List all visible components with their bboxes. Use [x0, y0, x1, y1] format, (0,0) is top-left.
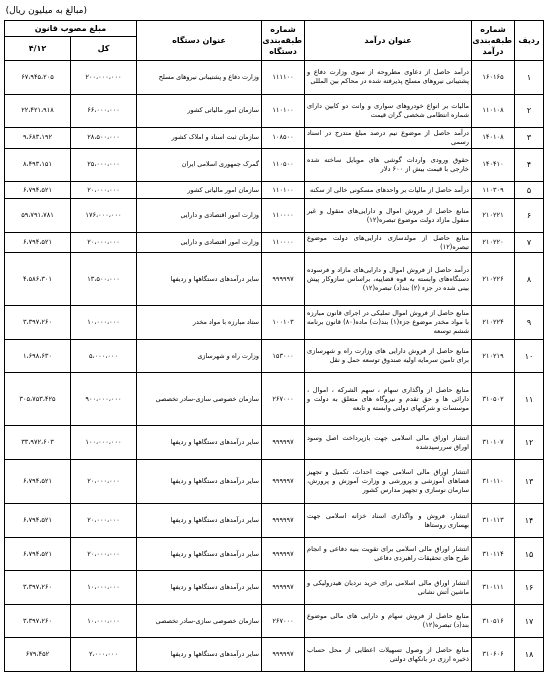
four-twelfths-amount: ۳۰۵،۷۵۳،۴۲۵ [5, 373, 71, 426]
total-amount: ۲۵،۰۰۰،۰۰۰ [71, 148, 137, 182]
row-number: ۱۱ [515, 373, 544, 426]
total-amount: ۱۳،۵۰۰،۰۰۰ [71, 253, 137, 306]
four-twelfths-amount: ۸،۴۹۳،۱۵۱ [5, 148, 71, 182]
revenue-table [4, 20, 544, 672]
row-number: ۷ [515, 232, 544, 253]
table-row [5, 182, 544, 199]
row-number: ۲ [515, 94, 544, 128]
header-approved-amount: مبلغ مصوب قانون [5, 21, 137, 37]
device-title: سایر درآمدهای دستگاهها و ردیفها [137, 571, 262, 605]
revenue-code: ۲۱۰۲۲۱ [472, 199, 515, 233]
device-title: سایر درآمدهای دستگاهها و ردیفها [137, 426, 262, 460]
device-title: سایر درآمدهای دستگاهها و ردیفها [137, 638, 262, 672]
total-amount: ۱۰،۰۰۰،۰۰۰ [71, 571, 137, 605]
total-amount: ۲۰،۰۰۰،۰۰۰ [71, 182, 137, 199]
device-code: ۹۹۹۹۹۷ [262, 504, 305, 538]
revenue-title: انتشار، فروش و واگذاری اسناد خزانه اسلامی جهت بهسازی روستاها [305, 504, 472, 538]
four-twelfths-amount: ۴،۵۸۶،۳۰۱ [5, 253, 71, 306]
device-title: سازمان خصوصی سازی-سادر تخصصی [137, 604, 262, 638]
device-title: ستاد مبارزه با مواد مخدر [137, 306, 262, 340]
table-row [5, 128, 544, 149]
device-code: ۱۱۰۰۰۰ [262, 199, 305, 233]
row-number: ۱۶ [515, 571, 544, 605]
row-number: ۵ [515, 182, 544, 199]
revenue-code: ۱۱۰۱۰۸ [472, 94, 515, 128]
device-code: ۹۹۹۹۹۷ [262, 638, 305, 672]
row-number: ۱۴ [515, 504, 544, 538]
device-title: وزارت راه و شهرسازی [137, 339, 262, 373]
four-twelfths-amount: ۳۳،۹۷۲،۶۰۳ [5, 426, 71, 460]
revenue-code: ۱۱۰۳۰۹ [472, 182, 515, 199]
four-twelfths-amount: ۶،۷۹۴،۵۲۱ [5, 504, 71, 538]
device-title: سازمان ثبت اسناد و املاک کشور [137, 128, 262, 149]
row-number: ۱۵ [515, 537, 544, 571]
revenue-code: ۲۱۰۲۱۹ [472, 339, 515, 373]
total-amount: ۱۰،۰۰۰،۰۰۰ [71, 604, 137, 638]
revenue-title: درآمد حاصل از مالیات بر واحدهای مسکونی خالی از سکنه [305, 182, 472, 199]
four-twelfths-amount: ۶،۷۹۴،۵۲۱ [5, 232, 71, 253]
four-twelfths-amount: ۲۲،۴۲۱،۹۱۸ [5, 94, 71, 128]
four-twelfths-amount: ۳،۳۹۷،۲۶۰ [5, 306, 71, 340]
unit-note: (مبالغ به میلیون ریال) [5, 6, 87, 16]
total-amount: ۲۰،۰۰۰،۰۰۰ [71, 232, 137, 253]
total-amount: ۲۸،۵۰۰،۰۰۰ [71, 128, 137, 149]
device-code: ۹۹۹۹۹۷ [262, 426, 305, 460]
table-row [5, 306, 544, 340]
device-code: ۹۹۹۹۹۷ [262, 253, 305, 306]
device-code: ۱۰۸۵۰۰ [262, 128, 305, 149]
table-row [5, 604, 544, 638]
row-number: ۶ [515, 199, 544, 233]
device-title: سایر درآمدهای دستگاهها و ردیفها [137, 253, 262, 306]
revenue-code: ۲۱۰۲۲۴ [472, 306, 515, 340]
table-row [5, 373, 544, 426]
revenue-code: ۱۶۰۱۶۵ [472, 61, 515, 95]
total-amount: ۲۰۰،۰۰۰،۰۰۰ [71, 61, 137, 95]
device-code: ۱۱۰۱۰۰ [262, 94, 305, 128]
revenue-title: منابع حاصل از فروش اموال و دارایی‌های منقول و غیر منقول مازاد دولت موضوع تبصره(۱۲) [305, 199, 472, 233]
device-code: ۹۹۹۹۹۷ [262, 459, 305, 503]
row-number: ۱۸ [515, 638, 544, 672]
four-twelfths-amount: ۵۹،۷۹۱،۷۸۱ [5, 199, 71, 233]
device-code: ۱۱۱۱۰۰ [262, 61, 305, 95]
revenue-title: انتشار اوراق مالی اسلامی جهت بازپرداخت اصل وسود اوراق سررسیدشده [305, 426, 472, 460]
table-row [5, 253, 544, 306]
row-number: ۴ [515, 148, 544, 182]
device-title: سایر درآمدهای دستگاهها و ردیفها [137, 537, 262, 571]
four-twelfths-amount: ۶،۷۹۴،۵۲۱ [5, 182, 71, 199]
header-revenue-title: عنوان درآمد [305, 21, 472, 61]
device-title: سازمان خصوصی سازی-سادر تخصصی [137, 373, 262, 426]
total-amount: ۱۰،۰۰۰،۰۰۰ [71, 306, 137, 340]
row-number: ۹ [515, 306, 544, 340]
total-amount: ۵،۰۰۰،۰۰۰ [71, 339, 137, 373]
device-title: وزارت امور اقتصادی و دارایی [137, 199, 262, 233]
revenue-code: ۱۴۰۴۱۰ [472, 148, 515, 182]
revenue-code: ۳۱۰۶۰۶ [472, 638, 515, 672]
row-number: ۱۳ [515, 459, 544, 503]
revenue-title: انتشار اوراق مالی اسلامی برای تقویت بنیه دفاعی و انجام طرح های تحقیقات راهبردی دفاعی [305, 537, 472, 571]
table-row [5, 426, 544, 460]
four-twelfths-amount: ۱،۶۹۸،۶۳۰ [5, 339, 71, 373]
table-row [5, 232, 544, 253]
total-amount: ۱۰۰،۰۰۰،۰۰۰ [71, 426, 137, 460]
header-device-title: عنوان دستگاه [137, 21, 262, 61]
four-twelfths-amount: ۶،۷۹۴،۵۲۱ [5, 459, 71, 503]
device-title: سازمان امور مالیاتی کشور [137, 182, 262, 199]
revenue-title: مالیات بر انواع خودروهای سواری و وانت دو کابین دارای شماره انتظامی شخصی گران قیمت [305, 94, 472, 128]
table-row [5, 61, 544, 95]
header-total: کل [71, 37, 137, 61]
device-code: ۱۱۰۵۰۰ [262, 148, 305, 182]
revenue-code: ۳۱۰۵۱۶ [472, 604, 515, 638]
table-row [5, 459, 544, 503]
revenue-title: انتشار اوراق مالی اسلامی برای خرید نردبان هیدرولیکی و ماشین آتش نشانی [305, 571, 472, 605]
revenue-code: ۳۱۰۱۱۰ [472, 459, 515, 503]
device-code: ۱۰۰۱۰۳ [262, 306, 305, 340]
total-amount: ۲۰،۰۰۰،۰۰۰ [71, 504, 137, 538]
table-row [5, 571, 544, 605]
table-row [5, 148, 544, 182]
row-number: ۸ [515, 253, 544, 306]
total-amount: ۱۷۶،۰۰۰،۰۰۰ [71, 199, 137, 233]
header-revenue-code: شماره طبقه‌بندی درآمد [472, 21, 515, 61]
table-row [5, 339, 544, 373]
row-number: ۱ [515, 61, 544, 95]
header-four-twelfths: ۴/۱۲ [5, 37, 71, 61]
revenue-title: درآمد حاصل از موضوع نیم درصد مبلغ مندرج در اسناد رسمی [305, 128, 472, 149]
total-amount: ۲۰،۰۰۰،۰۰۰ [71, 537, 137, 571]
device-title: وزارت دفاع و پشتیبانی نیروهای مسلح [137, 61, 262, 95]
row-number: ۱۲ [515, 426, 544, 460]
device-title: سایر درآمدهای دستگاهها و ردیفها [137, 504, 262, 538]
device-title: وزارت امور اقتصادی و دارایی [137, 232, 262, 253]
device-code: ۲۶۷۰۰۰ [262, 373, 305, 426]
table-row [5, 199, 544, 233]
table-row [5, 94, 544, 128]
four-twelfths-amount: ۶،۷۹۴،۵۲۱ [5, 537, 71, 571]
row-number: ۳ [515, 128, 544, 149]
revenue-code: ۳۱۰۱۰۷ [472, 426, 515, 460]
four-twelfths-amount: ۹،۶۸۳،۱۹۲ [5, 128, 71, 149]
revenue-title: منابع حاصل از وصول تسهیلات اعطایی از محل حساب ذخیره ارزی در بانکهای دولتی [305, 638, 472, 672]
total-amount: ۲،۰۰۰،۰۰۰ [71, 638, 137, 672]
four-twelfths-amount: ۶۷،۹۴۵،۲۰۵ [5, 61, 71, 95]
device-code: ۹۹۹۹۹۷ [262, 537, 305, 571]
revenue-title: منابع حاصل از واگذاری سهام ، سهم الشرکه ، اموال ، دارائی ها و حق تقدم و نیروگاه های متعلق به دولت و موسسات و شرکتهای دولتی وابسته و تابعه [305, 373, 472, 426]
table-row [5, 537, 544, 571]
revenue-code: ۳۱۰۱۱۴ [472, 537, 515, 571]
revenue-code: ۳۱۰۵۰۲ [472, 373, 515, 426]
four-twelfths-amount: ۶۷۹،۴۵۲ [5, 638, 71, 672]
device-code: ۹۹۹۹۹۷ [262, 571, 305, 605]
revenue-title: منابع حاصل از فروش دارایی های وزارت راه و شهرسازی برای تامین سرمایه اولیه صندوق توسعه حمل و نقل [305, 339, 472, 373]
device-title: سایر درآمدهای دستگاهها و ردیفها [137, 459, 262, 503]
revenue-title: انتشار اوراق مالی اسلامی جهت احداث، تکمیل و تجهیز فضاهای آموزشی و پرورشی و وزارت آموزش و پرورش، سازمان نوسازی و تجهیز مدارس کشور [305, 459, 472, 503]
revenue-code: ۲۱۰۲۲۰ [472, 232, 515, 253]
revenue-title: حقوق ورودی واردات گوشی های موبایل ساخته شده خارجی با قیمت بیش از ۶۰۰ دلار [305, 148, 472, 182]
device-code: ۱۱۰۱۰۰ [262, 182, 305, 199]
total-amount: ۹۰۰،۰۰۰،۰۰۰ [71, 373, 137, 426]
row-number: ۱۷ [515, 604, 544, 638]
total-amount: ۶۶،۰۰۰،۰۰۰ [71, 94, 137, 128]
table-row [5, 504, 544, 538]
device-code: ۱۵۳۰۰۰ [262, 339, 305, 373]
four-twelfths-amount: ۳،۳۹۷،۲۶۰ [5, 571, 71, 605]
device-title: سازمان امور مالیاتی کشور [137, 94, 262, 128]
revenue-title: منابع حاصل از فروش اموال تملیکی در اجرای قانون مبارزه با مواد مخدر موضوع جزء(۱) بند(ت) ماده(۸۰) قانون برنامه ششم توسعه [305, 306, 472, 340]
device-code: ۲۶۷۰۰۰ [262, 604, 305, 638]
revenue-code: ۱۴۰۱۰۸ [472, 128, 515, 149]
revenue-title: منابع حاصل از فروش سهام و دارایی های مالی موضوع بند(د) تبصره(۱۲) [305, 604, 472, 638]
table-row [5, 638, 544, 672]
revenue-title: درآمد حاصل از دعاوی مطروحه از سوی وزارت دفاع و پشتیبانی نیروهای مسلح پذیرفته شده در محاکم بین المللی [305, 61, 472, 95]
revenue-code: ۳۱۰۱۱۱ [472, 571, 515, 605]
revenue-code: ۲۱۰۲۲۶ [472, 253, 515, 306]
device-code: ۱۱۰۰۰۰ [262, 232, 305, 253]
four-twelfths-amount: ۳،۳۹۷،۲۶۰ [5, 604, 71, 638]
device-title: گمرک جمهوری اسلامی ایران [137, 148, 262, 182]
header-row-number: ردیف [515, 21, 544, 61]
row-number: ۱۰ [515, 339, 544, 373]
total-amount: ۲۰،۰۰۰،۰۰۰ [71, 459, 137, 503]
revenue-code: ۳۱۰۱۱۳ [472, 504, 515, 538]
revenue-title: منابع حاصل از مولدسازی دارایی‌های دولت موضوع تبصره(۱۲) [305, 232, 472, 253]
header-device-code: شماره طبقه‌بندی دستگاه [262, 21, 305, 61]
revenue-title: درآمد حاصل از فروش اموال و دارایی‌های مازاد و فرسوده دستگاه‌های وابسته به قوه قضاییه، براساس سازوکار پیش بینی شده در جزء (۲) بند(د) تبصره(۱۲) [305, 253, 472, 306]
